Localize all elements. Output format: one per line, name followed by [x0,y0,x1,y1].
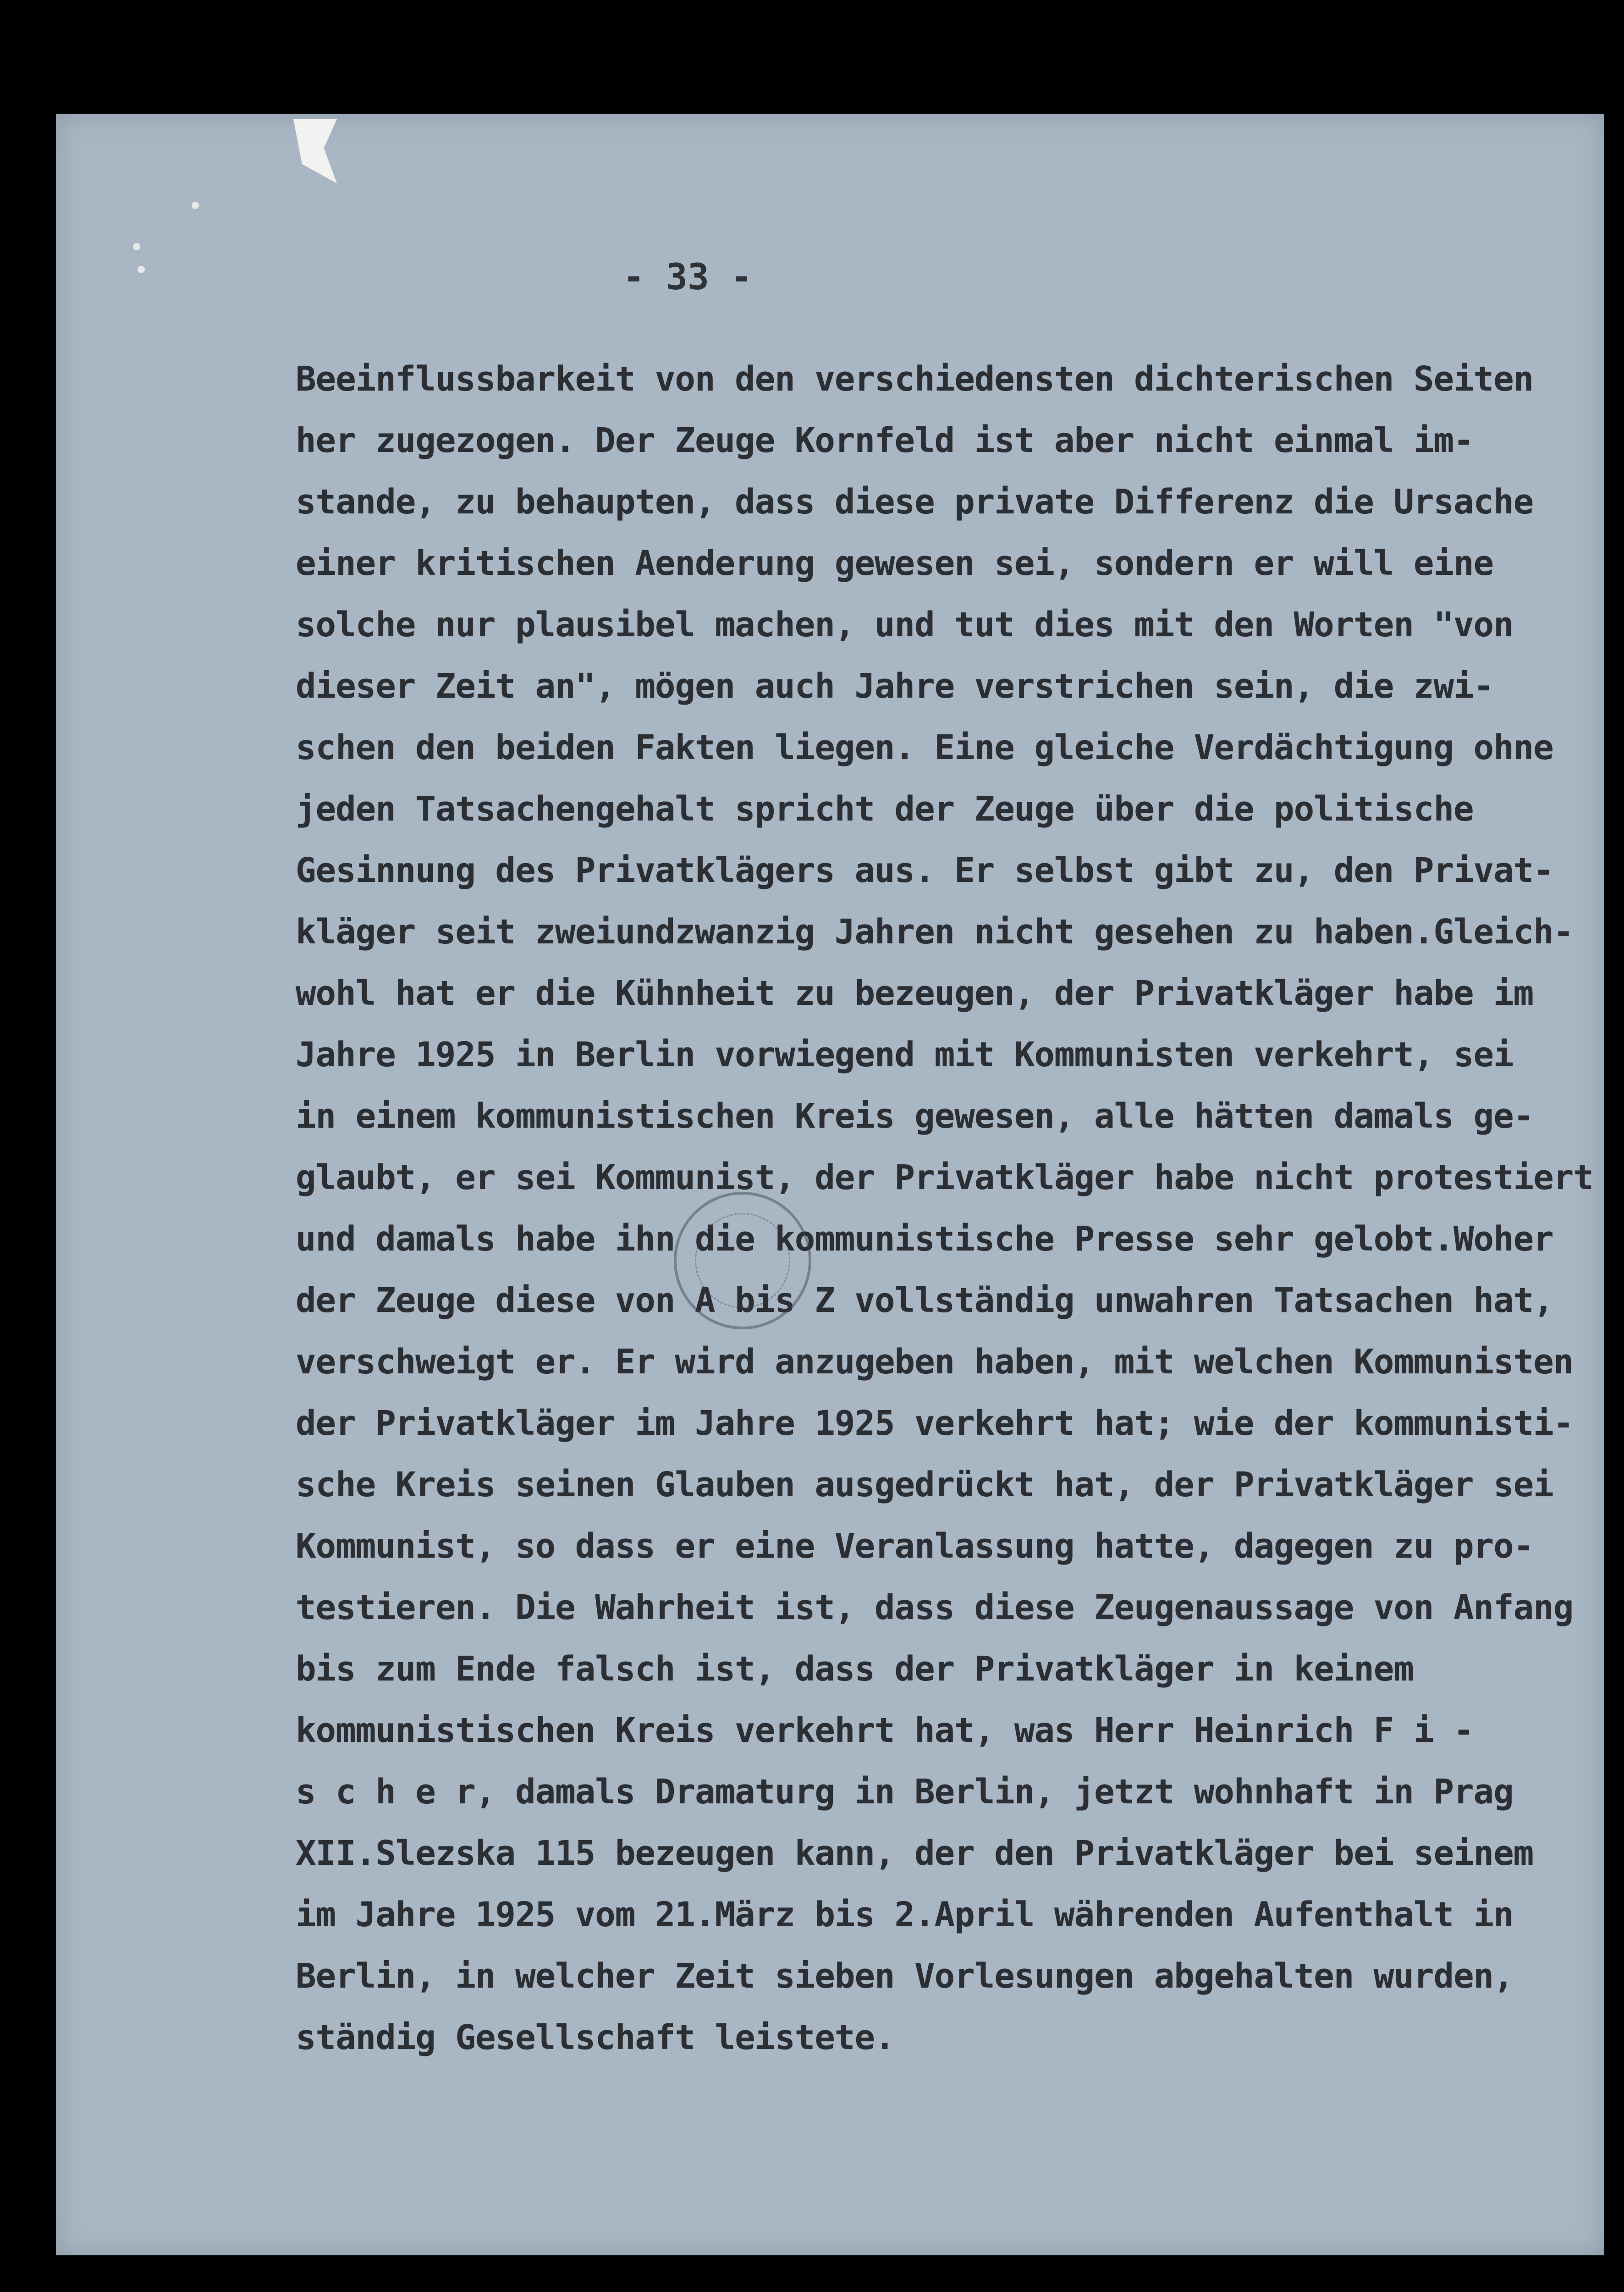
text-line: und damals habe ihn die kommunistische Presse sehr gelobt.Woher [296,1219,1553,1259]
page-number: - 33 - [623,257,752,298]
text-line: in einem kommunistischen Kreis gewesen, alle hätten damals ge- [296,1096,1534,1136]
text-line: Jahre 1925 in Berlin vorwiegend mit Kommunisten verkehrt, sei [296,1035,1514,1074]
punch-hole-mark [133,243,140,250]
text-line: solche nur plausibel machen, und tut dies mit den Worten "von [296,605,1514,645]
text-line: dieser Zeit an", mögen auch Jahre verstrichen sein, die zwi- [296,667,1494,706]
paper-sheet [56,114,1604,2255]
body-text [296,348,1593,2068]
text-line: kläger seit zweiundzwanzig Jahren nicht gesehen zu haben.Gleich- [296,912,1574,952]
text-line: ständig Gesellschaft leistete. [296,2018,895,2057]
punch-hole-mark [192,202,199,209]
stamp-inner-ring [695,1213,790,1308]
text-line: wohl hat er die Kühnheit zu bezeugen, der Privatkläger habe im [296,974,1534,1013]
text-line: testieren. Die Wahrheit ist, dass diese Zeugenaussage von Anfang [296,1588,1574,1627]
text-line: verschweigt er. Er wird anzugeben haben, mit welchen Kommunisten [296,1342,1574,1382]
text-line: her zugezogen. Der Zeuge Kornfeld ist aber nicht einmal im- [296,421,1474,460]
text-line: stande, zu behaupten, dass diese private Differenz die Ursache [296,482,1534,522]
text-line: XII.Slezska 115 bezeugen kann, der den Privatkläger bei seinem [296,1834,1534,1873]
text-line: bis zum Ende falsch ist, dass der Privatkläger in keinem [296,1649,1414,1689]
text-line: im Jahre 1925 vom 21.März bis 2.April währenden Aufenthalt in [296,1895,1514,1934]
text-line: der Privatkläger im Jahre 1925 verkehrt hat; wie der kommunisti- [296,1404,1574,1443]
text-line: jeden Tatsachengehalt spricht der Zeuge über die politische [296,789,1474,829]
faint-stamp [674,1192,811,1329]
text-line: schen den beiden Fakten liegen. Eine gleiche Verdächtigung ohne [296,728,1553,767]
text-line: Gesinnung des Privatklägers aus. Er selbst gibt zu, den Privat- [296,851,1553,890]
text-line: der Zeuge diese von A bis Z vollständig unwahren Tatsachen hat, [296,1281,1553,1320]
text-line: Kommunist, so dass er eine Veranlassung hatte, dagegen zu pro- [296,1526,1534,1566]
punch-hole-mark [138,266,145,273]
text-line: einer kritischen Aenderung gewesen sei, sondern er will eine [296,544,1494,583]
text-line: Berlin, in welcher Zeit sieben Vorlesungen abgehalten wurden, [296,1956,1514,1996]
text-line: s c h e r, damals Dramaturg in Berlin, jetzt wohnhaft in Prag [296,1772,1514,1812]
text-line: Beeinflussbarkeit von den verschiedensten dichterischen Seiten [296,359,1534,399]
text-line: kommunistischen Kreis verkehrt hat, was Herr Heinrich F i - [296,1711,1474,1750]
text-line: sche Kreis seinen Glauben ausgedrückt hat, der Privatkläger sei [296,1465,1553,1504]
text-line: glaubt, er sei Kommunist, der Privatkläger habe nicht protestiert [296,1158,1593,1197]
